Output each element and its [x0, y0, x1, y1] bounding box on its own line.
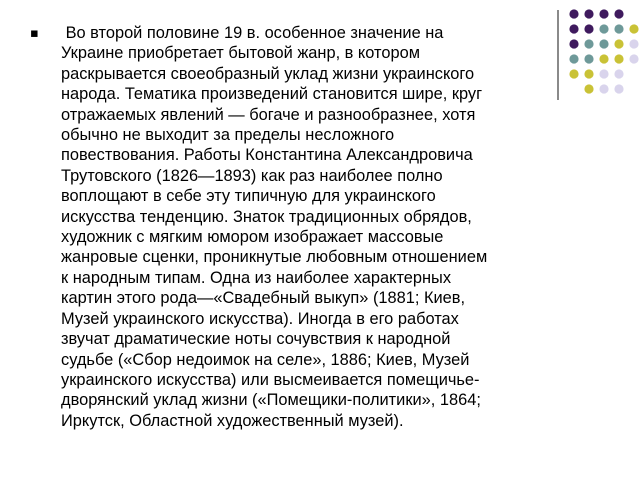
decorative-dot [614, 39, 623, 48]
decorative-dot [614, 9, 623, 18]
decorative-dot [614, 84, 623, 93]
decorative-dot [584, 9, 593, 18]
decorative-dot [614, 24, 623, 33]
decorative-dot [599, 84, 608, 93]
decorative-dot [614, 54, 623, 63]
decorative-dot [599, 69, 608, 78]
decorative-dot [629, 39, 638, 48]
decorative-dot [569, 54, 578, 63]
decorative-dot [584, 84, 593, 93]
decorative-dot [614, 69, 623, 78]
decorative-dot [599, 24, 608, 33]
square-bullet-icon: ▪ [30, 26, 39, 41]
decorative-dot [599, 9, 608, 18]
decorative-dot [569, 24, 578, 33]
decorative-dot [599, 54, 608, 63]
decorative-dot [584, 54, 593, 63]
body-text: Во второй половине 19 в. особенное значение на Украине приобретает бытовой жанр, в котором раскрывается своеобразный уклад жизни украинского народа. Тематика произведений становится шире, круг отражаемых явлений — богаче и разнообразнее, хотя обычно не выходит за пределы несложного повествования. Работы Константина Александровича Трутовского (1826—1893) как раз наиболее полно воплощают в себе эту типичную для украинского искусства тенденцию. Знаток традиционных обрядов, художник с мягким юмором изображает массовые жанровые сценки, проникнутые любовным отношением к народным типам. Одна из наиболее характерных картин этого рода—«Свадебный выкуп» (1881; Киев, Музей украинского искусства). Иногда в его работах звучат драматические ноты сочувствия к народной судьбе («Сбор недоимок на селе», 1886; Киев, Музей украинского искусства) или высмеивается помещичье- дворянский уклад жизни («Помещики-политики», 1864; Иркутск, Областной художественный музей). [61, 24, 488, 430]
decorative-dot [629, 54, 638, 63]
decorative-dot [629, 24, 638, 33]
decorative-dot [569, 39, 578, 48]
decorative-dot [584, 24, 593, 33]
decorative-dot [584, 39, 593, 48]
decorative-dot [584, 69, 593, 78]
decorative-dot [599, 39, 608, 48]
decorative-dot [569, 9, 578, 18]
decorative-dot [569, 69, 578, 78]
